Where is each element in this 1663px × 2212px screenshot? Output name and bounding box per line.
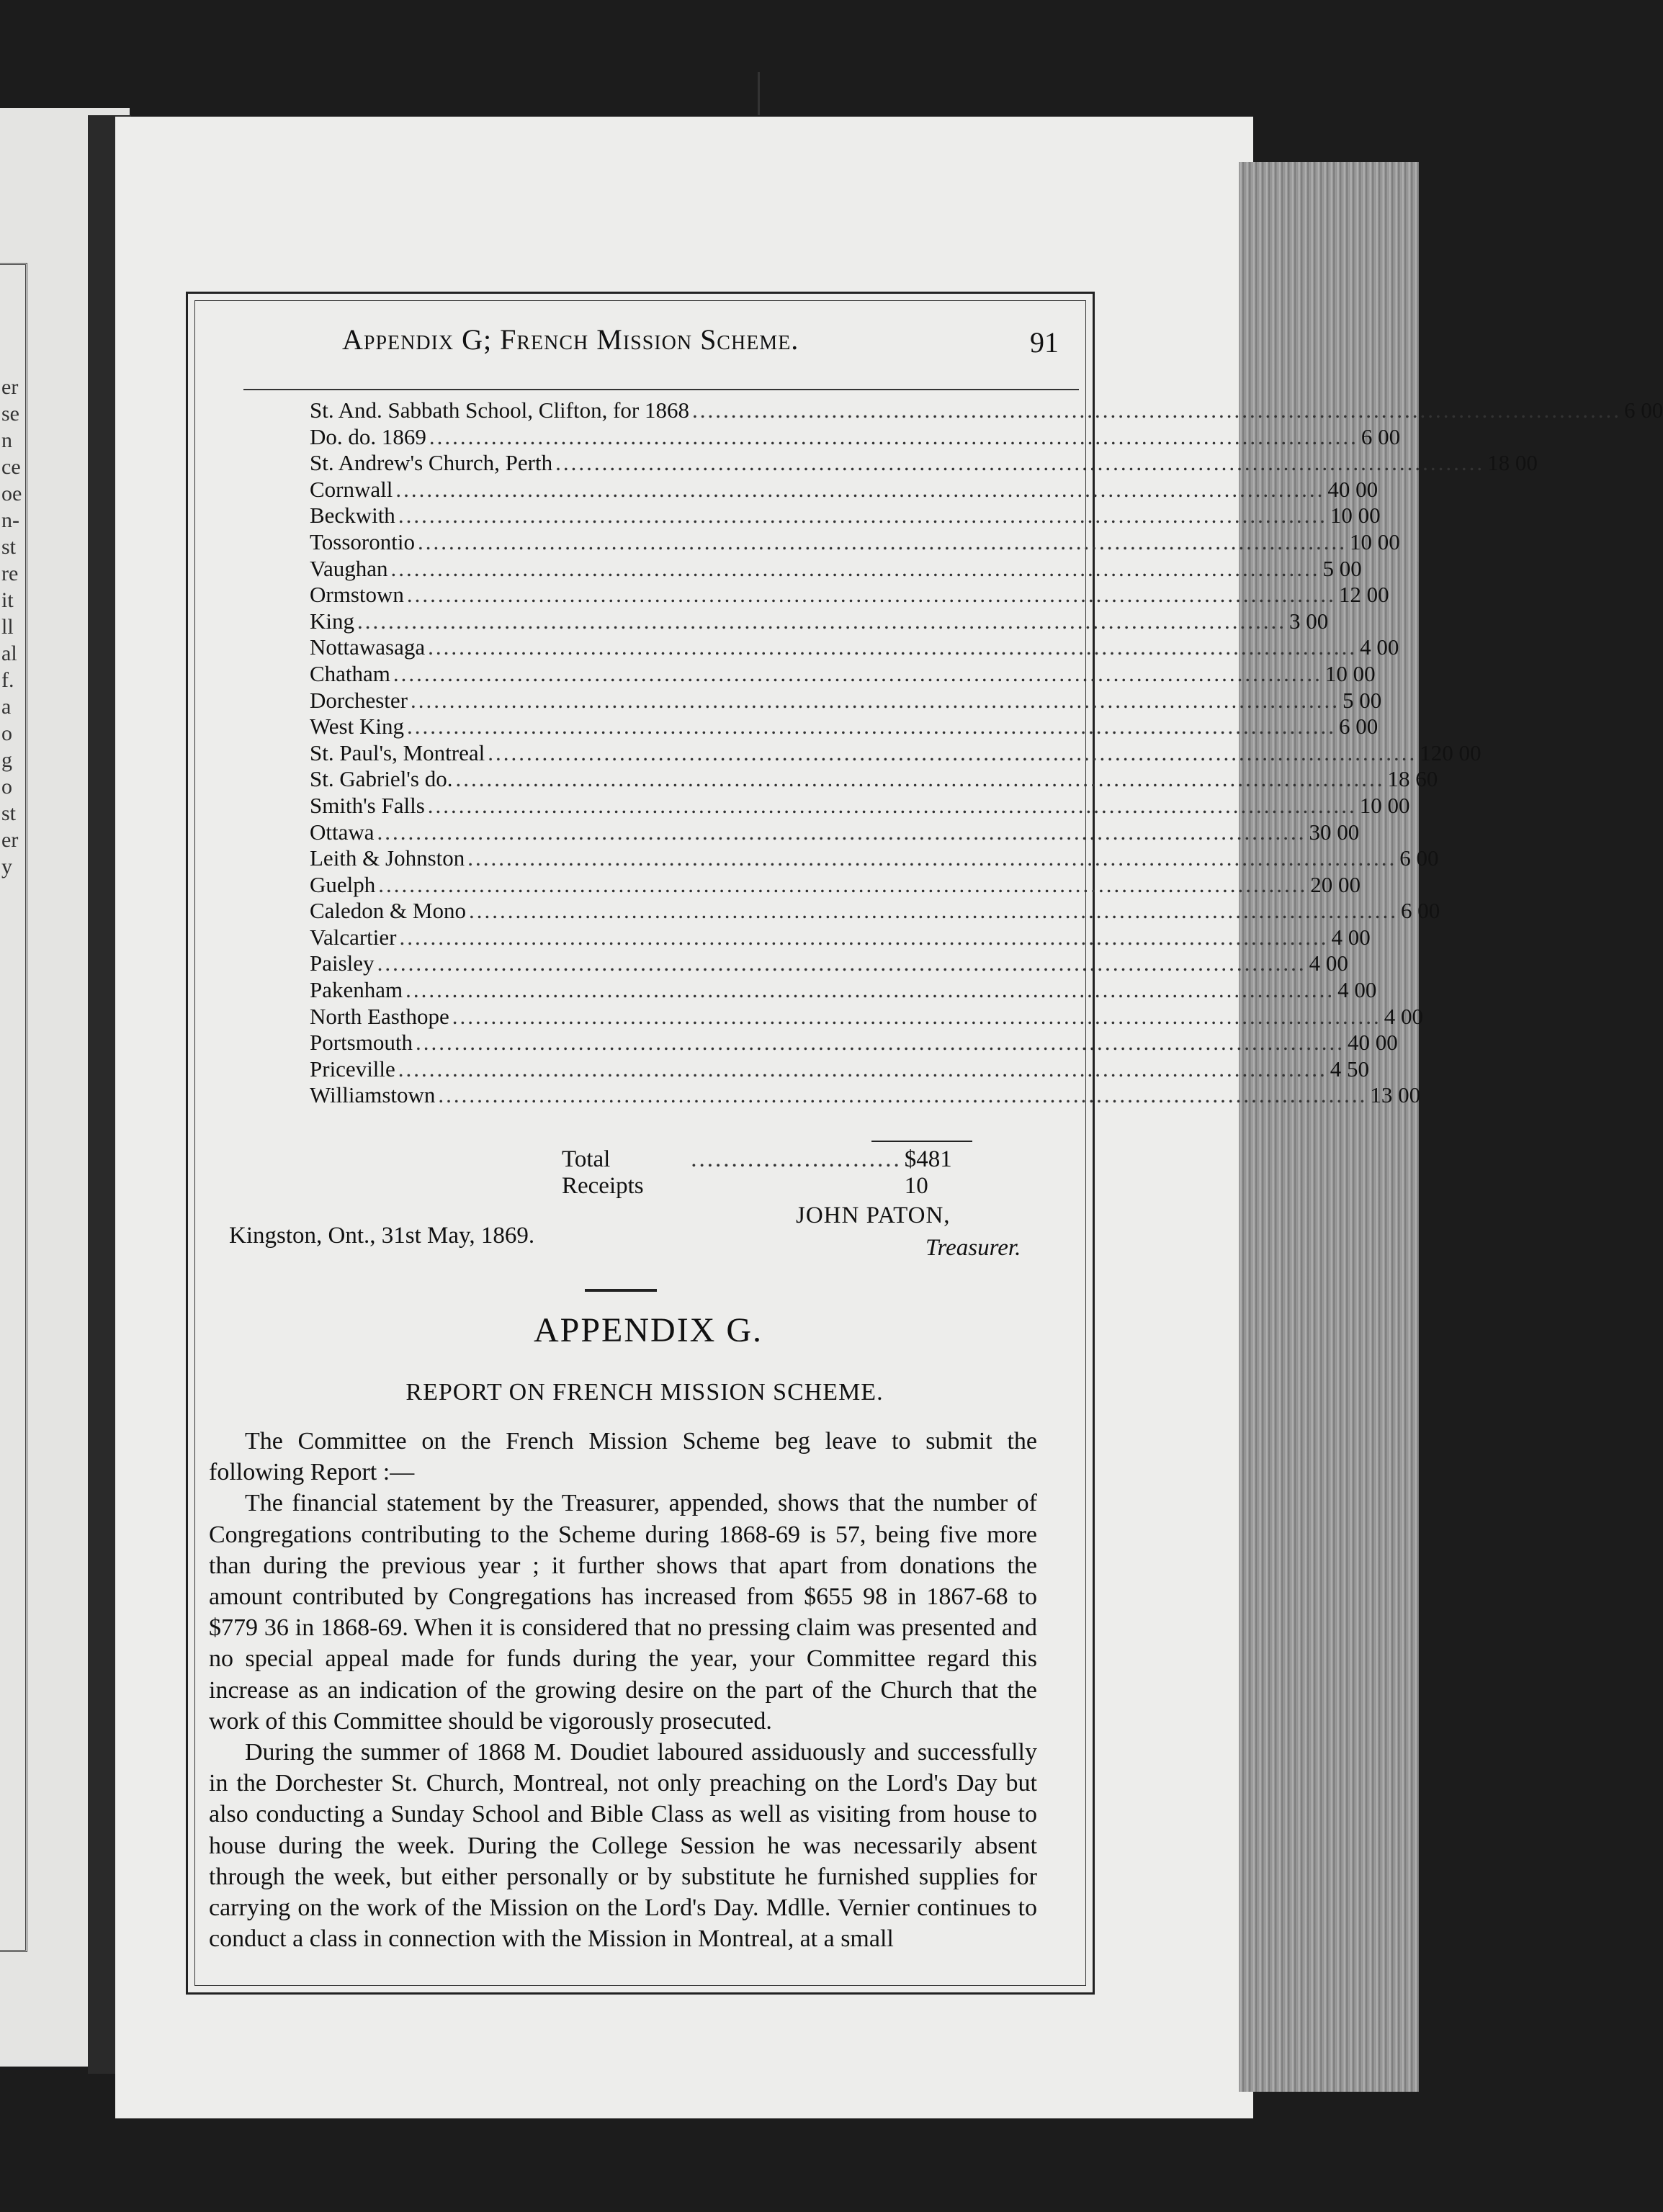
- section-divider: [585, 1289, 657, 1292]
- congregation-name: Chatham: [310, 660, 390, 686]
- contribution-amount: 10 00: [1324, 660, 1376, 686]
- facing-page-fragment: f.: [1, 668, 14, 692]
- report-title: REPORT ON FRENCH MISSION SCHEME.: [405, 1379, 884, 1406]
- receipt-row: [310, 792, 1410, 819]
- receipt-row: [310, 977, 1377, 1004]
- contribution-amount: 18 00: [1487, 450, 1538, 476]
- receipt-row: [310, 950, 1348, 977]
- contribution-amount: 6 00: [1399, 845, 1439, 871]
- receipt-row: [310, 529, 1400, 556]
- facing-page-fragment: re: [1, 562, 19, 585]
- facing-page-fragment: y: [1, 855, 12, 878]
- contribution-amount: 5 00: [1342, 687, 1382, 713]
- congregation-name: Vaughan: [310, 555, 388, 581]
- page-number: 91: [1030, 326, 1059, 359]
- facing-page-fragment: ll: [1, 615, 14, 639]
- receipt-row: [310, 766, 1438, 793]
- leader-dots: ........................................................................................................................: [438, 1082, 1368, 1108]
- appendix-title: APPENDIX G.: [533, 1311, 763, 1349]
- receipt-row: [310, 423, 1401, 451]
- contribution-amount: 40 00: [1347, 1030, 1398, 1056]
- leader-dots: ........................................................................................................................: [406, 714, 1336, 739]
- contribution-amount: 4 50: [1330, 1056, 1370, 1082]
- facing-page-fragment: o: [1, 775, 12, 799]
- congregation-name: St. And. Sabbath School, Clifton, for 1868: [310, 397, 689, 423]
- facing-page-fragment: ce: [1, 455, 21, 479]
- facing-page-fragment: a: [1, 695, 12, 719]
- congregation-name: North Easthope: [310, 1003, 449, 1029]
- facing-page-fragment: oe: [1, 482, 22, 505]
- total-receipts: [562, 1146, 976, 1200]
- receipt-row: [310, 845, 1439, 872]
- leader-dots: ........................................................................................................................: [469, 898, 1398, 924]
- congregation-name: Leith & Johnston: [310, 845, 465, 871]
- receipt-row: [310, 819, 1360, 846]
- receipt-row: [310, 714, 1379, 740]
- congregation-name: West King: [310, 714, 404, 739]
- congregation-name: Pakenham: [310, 977, 403, 1003]
- place-date: Kingston, Ont., 31st May, 1869.: [229, 1223, 535, 1249]
- facing-page-fragment: n-: [1, 508, 19, 532]
- contribution-amount: 10 00: [1349, 529, 1400, 554]
- facing-page-fragment: st: [1, 535, 17, 559]
- receipt-row: [310, 608, 1329, 635]
- congregation-name: Paisley: [310, 950, 375, 976]
- congregation-name: St. Andrew's Church, Perth: [310, 450, 553, 476]
- leader-dots: ........................................................................................................................: [467, 845, 1397, 871]
- total-rule: [871, 1141, 972, 1142]
- contribution-amount: 30 00: [1309, 819, 1360, 845]
- congregation-name: St. Gabriel's do.: [310, 766, 453, 792]
- total-label: Total Receipts: [562, 1146, 644, 1199]
- receipt-row: [310, 660, 1376, 688]
- contribution-amount: 4 00: [1337, 977, 1377, 1003]
- scan-mark: [758, 72, 760, 115]
- congregation-name: Valcartier: [310, 924, 397, 950]
- receipt-row: [310, 1056, 1370, 1083]
- facing-page-fragment: g: [1, 748, 12, 772]
- receipt-row: [310, 1082, 1421, 1109]
- congregation-name: Ormstown: [310, 582, 404, 608]
- contribution-amount: 4 00: [1331, 924, 1371, 950]
- leader-dots: ........................................................................................................................: [427, 792, 1357, 818]
- leader-dots: ........................................................................................................................: [455, 766, 1385, 792]
- contribution-amount: 4 00: [1360, 634, 1399, 660]
- congregation-name: Caledon & Mono: [310, 898, 466, 924]
- receipt-row: [310, 898, 1440, 925]
- contribution-amount: 5 00: [1322, 555, 1362, 581]
- running-head: Appendix G; French Mission Scheme.: [342, 323, 799, 356]
- facing-page-fragment: er: [1, 375, 19, 399]
- treasurer-name: JOHN PATON,: [796, 1202, 951, 1228]
- header-rule: [243, 389, 1079, 390]
- congregation-name: King: [310, 608, 354, 634]
- leader-dots: ........................................................................................................................: [692, 397, 1621, 423]
- facing-page-fragment: se: [1, 402, 19, 426]
- receipt-row: [310, 503, 1381, 529]
- contribution-amount: 10 00: [1330, 503, 1381, 529]
- contribution-amount: 40 00: [1327, 476, 1379, 502]
- receipt-row: [310, 871, 1361, 899]
- contribution-amount: 20 00: [1310, 871, 1361, 897]
- contribution-amount: 120 00: [1420, 739, 1482, 765]
- congregation-name: Beckwith: [310, 503, 395, 529]
- facing-page-fragment: o: [1, 721, 12, 745]
- facing-page-fragment: al: [1, 642, 17, 665]
- congregation-name: Priceville: [310, 1056, 395, 1082]
- receipts-list: [310, 397, 1663, 1109]
- contribution-amount: 3 00: [1289, 608, 1329, 634]
- leader-dots: ........................................................................................................................: [393, 660, 1322, 686]
- leader-dots: ........................................................................................................................: [398, 1056, 1327, 1082]
- receipt-row: [310, 1003, 1423, 1030]
- leader-dots: ........................................................................................................................: [357, 608, 1286, 634]
- contribution-amount: 4 00: [1309, 950, 1348, 976]
- leader-dots: ........................................................................................................................: [452, 1003, 1381, 1029]
- congregation-name: Guelph: [310, 871, 376, 897]
- contribution-amount: 6 00: [1361, 423, 1401, 449]
- receipt-row: [310, 476, 1379, 503]
- contribution-amount: 6 00: [1624, 397, 1663, 423]
- congregation-name: Dorchester: [310, 687, 408, 713]
- receipt-row: [310, 739, 1482, 767]
- facing-page-fragment: it: [1, 588, 14, 612]
- report-paragraph: During the summer of 1868 M. Doudiet laboured assiduously and successfully in the Dorchester St. Church, Montreal, not only preaching on the Lord's Day but also conducting a Sunday School and Bible Class as well as visiting from house to house during the week. During the College Session he was necessarily absent through the week, but either personally or by substitute he furnished supplies for carrying on the work of the Mission on the Lord's Day. Mdlle. Vernier continues to conduct a class in connection with the Mission in Montreal, at a small: [209, 1739, 1037, 1953]
- leader-dots: ........................................................................................................................: [411, 687, 1340, 713]
- leader-dots: ........................................................................................................................: [428, 634, 1358, 660]
- receipt-row: [310, 687, 1382, 714]
- leader-dots: ........................................................................................................................: [398, 503, 1327, 529]
- leader-dots: ........................................................................................................................: [377, 950, 1306, 976]
- congregation-name: Williamstown: [310, 1082, 436, 1108]
- leader-dots: ........................................................................................................................: [405, 977, 1335, 1003]
- contribution-amount: 12 00: [1338, 582, 1389, 608]
- leader-dots: ........................................................................................................................: [399, 924, 1329, 950]
- congregation-name: St. Paul's, Montreal: [310, 739, 485, 765]
- congregation-name: Tossorontio: [310, 529, 415, 554]
- leader-dots: ........................................................................................................................: [417, 529, 1347, 554]
- leader-dots: ........................................................................................................................: [488, 739, 1417, 765]
- contribution-amount: 6 00: [1338, 714, 1379, 739]
- congregation-name: Portsmouth: [310, 1030, 413, 1056]
- leader-dots: ........................................................................................................................: [395, 476, 1325, 502]
- receipt-row: [310, 582, 1389, 608]
- leader-dots: ........................................................................................................................: [415, 1030, 1345, 1056]
- contribution-amount: 18 60: [1387, 766, 1438, 792]
- leader-dots: ........................................................................................................................: [377, 819, 1306, 845]
- receipt-row: [310, 634, 1399, 661]
- congregation-name: Cornwall: [310, 476, 393, 502]
- facing-page-fragment: er: [1, 828, 19, 852]
- contribution-amount: 6 00: [1401, 898, 1440, 924]
- receipt-row: [310, 397, 1663, 424]
- leader-dots: ........................................................................................................................: [390, 555, 1320, 581]
- contribution-amount: 10 00: [1359, 792, 1410, 818]
- report-body: [209, 1426, 1037, 1954]
- report-paragraph: The financial statement by the Treasurer, appended, shows that the number of Congregations contributing to the Scheme during 1868-69 is 57, being five more than during the previous year ; it further shows that apart from donations the amount contributed by Congregations has increased from $655 98 in 1867-68 to $779 36 in 1868-69. When it is considered that no pressing claim was presented and no special appeal made for funds during the year, your Committee regard this increase as an indication of the growing desire on the part of the Church that the work of this Committee should be vigorously prosecuted.: [209, 1490, 1037, 1735]
- congregation-name: Nottawasaga: [310, 634, 426, 660]
- receipt-row: [310, 555, 1362, 583]
- treasurer-title: Treasurer.: [925, 1235, 1021, 1261]
- receipt-row: [310, 924, 1371, 951]
- receipt-row: [310, 450, 1538, 477]
- total-amount: $481 10: [904, 1146, 952, 1199]
- congregation-name: Do. do. 1869: [310, 423, 426, 449]
- leader-dots: ........................................................................................................................: [429, 423, 1358, 449]
- facing-page-fragment: n: [1, 428, 12, 452]
- congregation-name: Ottawa: [310, 819, 375, 845]
- congregation-name: Smith's Falls: [310, 792, 425, 818]
- leader-dots: ........................................................................................................................: [378, 871, 1308, 897]
- contribution-amount: 13 00: [1370, 1082, 1421, 1108]
- facing-page-fragment: st: [1, 801, 17, 825]
- report-paragraph: The Committee on the French Mission Scheme beg leave to submit the following Report :—: [209, 1428, 1037, 1486]
- leader-dots: ..........................: [691, 1146, 902, 1172]
- receipt-row: [310, 1030, 1398, 1056]
- leader-dots: ........................................................................................................................: [406, 582, 1336, 608]
- leader-dots: ........................................................................................................................: [555, 450, 1485, 476]
- contribution-amount: 4 00: [1384, 1003, 1423, 1029]
